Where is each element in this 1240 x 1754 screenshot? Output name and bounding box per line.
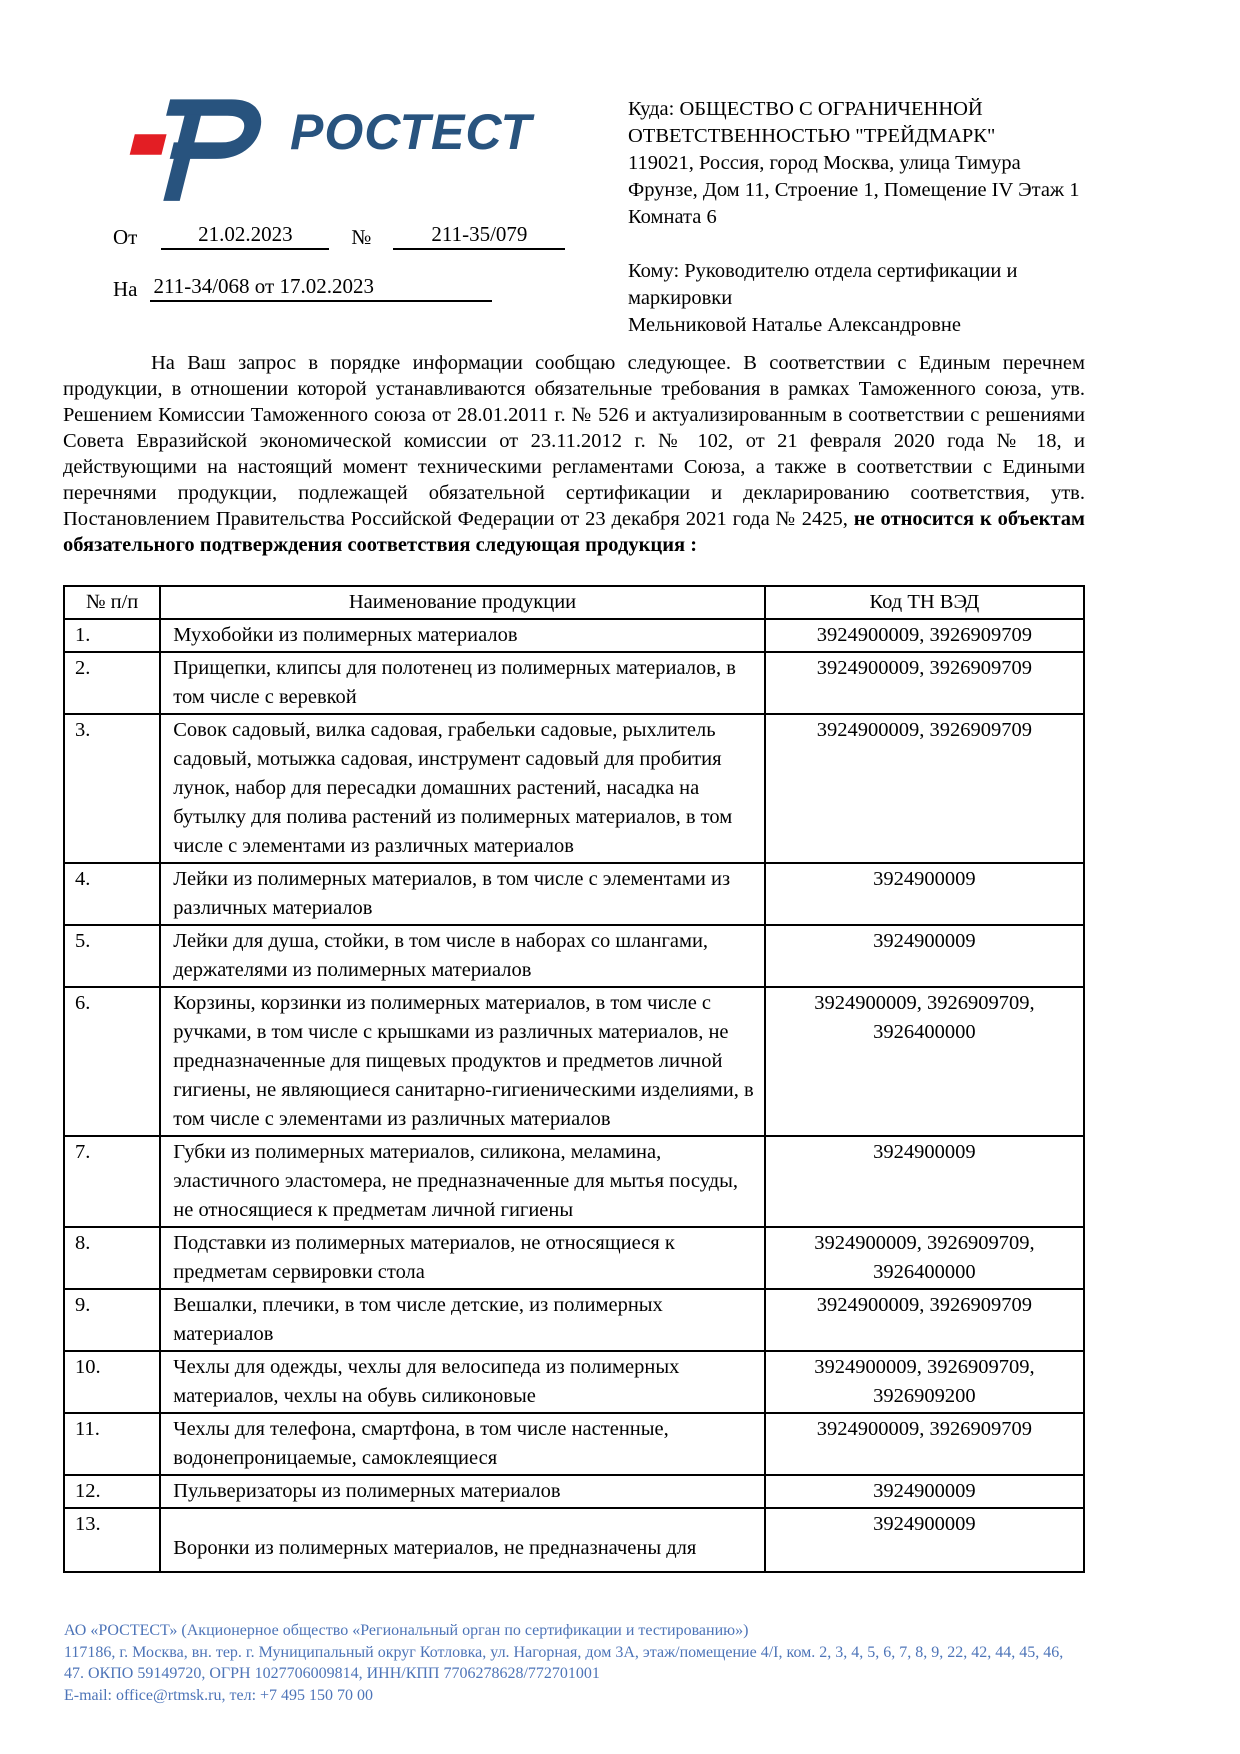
product-name: Чехлы для одежды, чехлы для велосипеда из полимерных материалов, чехлы на обувь силиконовые [160, 1351, 765, 1413]
recipient-organization: Куда: ОБЩЕСТВО С ОГРАНИЧЕННОЙ ОТВЕТСТВЕННОСТЬЮ "ТРЕЙДМАРК" [628, 98, 996, 147]
table-row [64, 1351, 1084, 1413]
row-number: 8. [64, 1227, 160, 1289]
table-row [64, 652, 1084, 714]
outgoing-date-field: 21.02.2023 [161, 222, 329, 250]
row-number: 1. [64, 619, 160, 652]
logo-p-stem [172, 115, 193, 201]
letter-body-paragraph [63, 350, 1085, 558]
body-text: На Ваш запрос в порядке информации сообщаю следующее. В соответствии с Единым перечнем продукции, в отношении которой устанавливаются обязательные требования в рамках Таможенного союза, утв. Решением Комиссии Таможенного союза от 28.01.2011 г. № 526 и актуализированным в соответствии с решениями Совета Евразийской экономической комиссии от 23.11.2012 г. № 102, от 21 февраля 2020 года № 18, и действующими на настоящий момент техническими регламентами Союза, а также в соответствии с Едиными перечнями продукции, подлежащей обязательной сертификации и декларированию соответствия, утв. Постановлением Правительства Российской Федерации от 23 декабря 2021 года № 2425, [63, 352, 1085, 530]
row-number: 10. [64, 1351, 160, 1413]
row-number: 6. [64, 987, 160, 1136]
logo-red-mark [130, 134, 167, 155]
tnved-code: 3924900009, 3926909709 [765, 1413, 1084, 1475]
product-name: Лейки для душа, стойки, в том числе в наборах со шлангами, держателями из полимерных материалов [160, 925, 765, 987]
table-row [64, 1475, 1084, 1508]
tnved-code: 3924900009, 3926909709 [765, 714, 1084, 863]
table-row [64, 925, 1084, 987]
table-row [64, 1413, 1084, 1475]
table-row [64, 1227, 1084, 1289]
table-row [64, 1289, 1084, 1351]
header-row [64, 586, 1084, 619]
outgoing-number-field: 211-35/079 [393, 222, 565, 250]
product-name: Воронки из полимерных материалов, не предназначены для [160, 1508, 765, 1572]
header-num: № п/п [64, 586, 160, 619]
tnved-code: 3924900009, 3926909709, 3926400000 [765, 1227, 1084, 1289]
recipient-address: 119021, Россия, город Москва, улица Тимура Фрунзе, Дом 11, Строение 1, Помещение IV Этаж 1 Комната 6 [628, 152, 1080, 228]
product-name: Корзины, корзинки из полимерных материалов, в том числе с ручками, в том числе с крышками из различных материалов, не предназначенные для пищевых продуктов и предметов личной гигиены, не являющиеся санитарно-гигиеническими изделиями, в том числе с элементами из различных материалов [160, 987, 765, 1136]
row-number: 9. [64, 1289, 160, 1351]
recipient-person: Мельниковой Наталье Александровне [628, 314, 961, 336]
table-row [64, 1508, 1084, 1572]
from-label: От [113, 225, 138, 249]
product-name: Мухобойки из полимерных материалов [160, 619, 765, 652]
table-row [64, 714, 1084, 863]
product-name: Прищепки, клипсы для полотенец из полимерных материалов, в том числе с веревкой [160, 652, 765, 714]
header-code: Код ТН ВЭД [765, 586, 1084, 619]
tnved-code: 3924900009 [765, 1508, 1084, 1572]
tnved-code: 3924900009, 3926909709 [765, 619, 1084, 652]
product-name: Чехлы для телефона, смартфона, в том числе настенные, водонепроницаемые, самоклеящиеся [160, 1413, 765, 1475]
products-table-body [64, 619, 1084, 1572]
table-row [64, 987, 1084, 1136]
tnved-code: 3924900009 [765, 863, 1084, 925]
product-name: Лейки из полимерных материалов, в том числе с элементами из различных материалов [160, 863, 765, 925]
table-row [64, 863, 1084, 925]
product-name: Вешалки, плечики, в том числе детские, из полимерных материалов [160, 1289, 765, 1351]
product-name: Губки из полимерных материалов, силикона, меламина, эластичного эластомера, не предназначенные для мытья посуды, не относящиеся к предметам личной гигиены [160, 1136, 765, 1227]
incoming-ref-row [113, 274, 593, 302]
outgoing-ref-row [113, 222, 593, 250]
product-name: Совок садовый, вилка садовая, грабельки садовые, рыхлитель садовый, мотыжка садовая, инструмент садовый для пробития лунок, набор для пересадки домашних растений, насадка на бутылку для полива растений из полимерных материалов, в том числе с элементами из различных материалов [160, 714, 765, 863]
table-row [64, 619, 1084, 652]
row-number: 13. [64, 1508, 160, 1572]
tnved-code: 3924900009 [765, 925, 1084, 987]
footer-contacts: E-mail: office@rtmsk.ru, тел: +7 495 150 70 00 [64, 1686, 374, 1704]
incoming-reference-field: 211-34/068 от 17.02.2023 [150, 274, 492, 302]
reply-label: На [113, 277, 138, 301]
rostest-wordmark: РОСТЕСТ [290, 104, 533, 160]
footer-company-name: АО «РОСТЕСТ» (Акционерное общество «Региональный орган по сертификации и тестированию») [64, 1622, 749, 1639]
header-name: Наименование продукции [160, 586, 765, 619]
products-table-header [64, 586, 1084, 619]
tnved-code: 3924900009, 3926909709, 3926909200 [765, 1351, 1084, 1413]
recipient-block [628, 96, 1090, 339]
tnved-code: 3924900009 [765, 1475, 1084, 1508]
footer-address-line1: 117186, г. Москва, вн. тер. г. Муниципальный округ Котловка, ул. Нагорная, дом 3А, этаж/помещение 4/I, ком. 2, 3, 4, 5, 6, 7, 8, 9, 22, 42, 44, 45, 46, [64, 1643, 1064, 1661]
row-number: 3. [64, 714, 160, 863]
footer-address-line2: 47. ОКПО 59149720, ОГРН 1027706009814, ИНН/КПП 7706278628/772701001 [64, 1665, 600, 1682]
row-number: 4. [64, 863, 160, 925]
company-footer [64, 1620, 1214, 1706]
reference-block [113, 222, 593, 326]
row-number: 2. [64, 652, 160, 714]
rostest-logo-icon [108, 86, 280, 204]
table-row [64, 1136, 1084, 1227]
row-number: 5. [64, 925, 160, 987]
body-text-bold: не относится к объектам обязательного подтверждения соответствия следующая продукция : [63, 508, 1086, 556]
product-name: Пульверизаторы из полимерных материалов [160, 1475, 765, 1508]
tnved-code: 3924900009, 3926909709, 3926400000 [765, 987, 1084, 1136]
logo-p-bowl [157, 108, 257, 151]
row-number: 11. [64, 1413, 160, 1475]
tnved-code: 3924900009 [765, 1136, 1084, 1227]
row-number: 12. [64, 1475, 160, 1508]
products-table [63, 585, 1085, 1573]
tnved-code: 3924900009, 3926909709 [765, 1289, 1084, 1351]
number-sign-label: № [351, 225, 372, 249]
product-name: Подставки из полимерных материалов, не относящиеся к предметам сервировки стола [160, 1227, 765, 1289]
tnved-code: 3924900009, 3926909709 [765, 652, 1084, 714]
letter-content [63, 350, 1085, 1573]
recipient-role: Кому: Руководителю отдела сертификации и маркировки [628, 260, 1018, 309]
rostest-logo [108, 86, 532, 204]
row-number: 7. [64, 1136, 160, 1227]
